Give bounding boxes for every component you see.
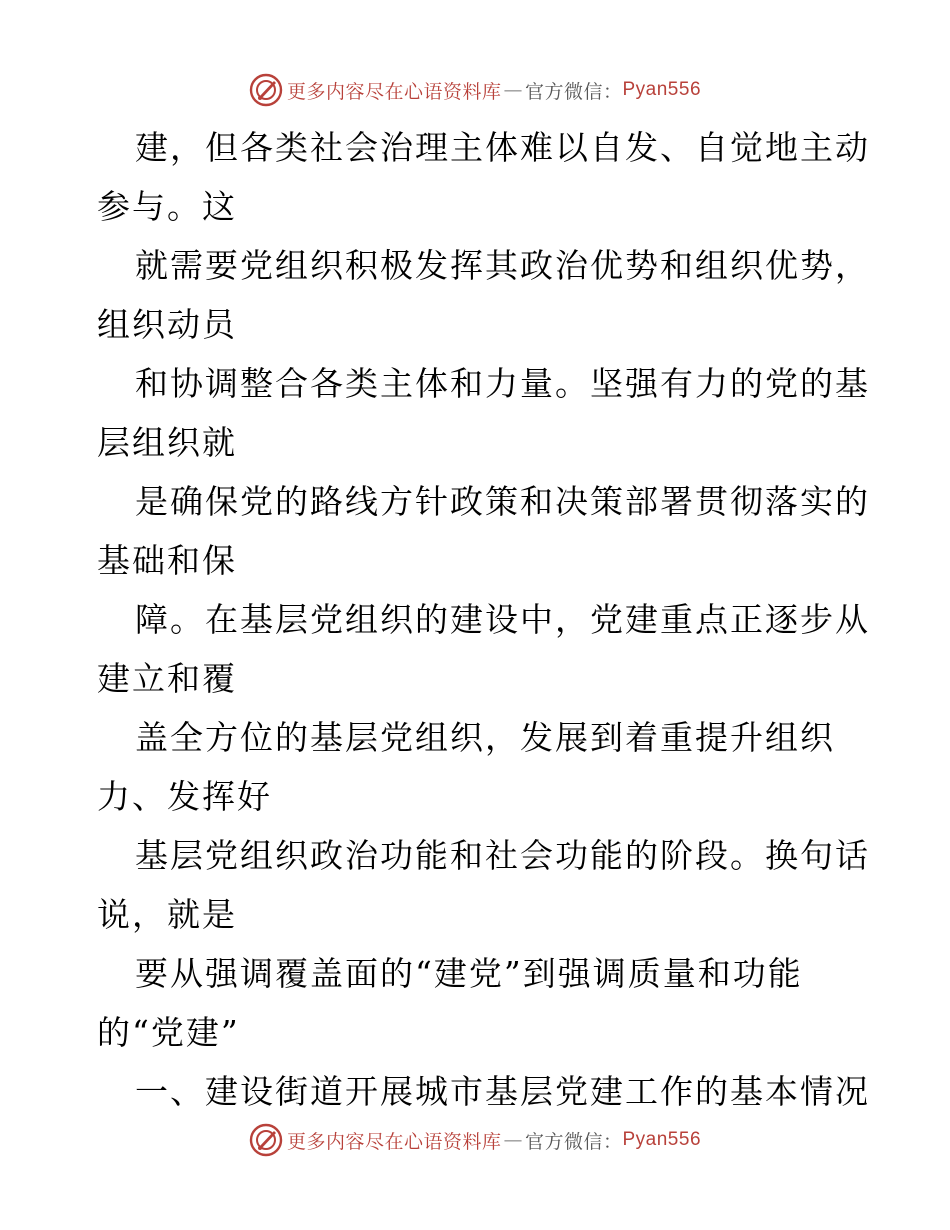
text-line: 就需要党组织积极发挥其政治优势和组织优势， [135,246,870,285]
watermark-wechat-id: Pyan556 [622,79,702,100]
text-line: 层组织就 [97,423,237,462]
watermark-text: 更多内容尽在心语资料库 [286,1130,502,1153]
text-line: 是确保党的路线方针政策和决策部署贯彻落实的 [135,482,870,521]
section-heading: 一、建设街道开展城市基层党建工作的基本情况 [135,1072,870,1111]
text-line: 盖全方位的基层党组织，发展到着重提升组织 [135,718,835,757]
text-line: 和协调整合各类主体和力量。坚强有力的党的基 [135,364,870,403]
logo-icon [249,73,283,107]
watermark-dash: — [503,1129,523,1151]
watermark-text: 更多内容尽在心语资料库 [286,80,502,103]
logo-icon [249,1123,283,1157]
text-line: 的“党建” [97,1013,240,1052]
text-line: 障。在基层党组织的建设中，党建重点正逐步从 [135,600,870,639]
text-line: 要从强调覆盖面的“建党”到强调质量和功能 [135,954,803,993]
watermark-wechat-label: 官方微信： [524,1130,623,1153]
watermark-footer [0,1120,950,1160]
watermark-dash: — [503,79,523,101]
text-line: 建立和覆 [97,659,237,698]
text-line: 基层党组织政治功能和社会功能的阶段。换句话 [135,836,870,875]
text-line: 说，就是 [97,895,237,934]
watermark-wechat-id: Pyan556 [622,1129,702,1150]
text-line: 建，但各类社会治理主体难以自发、自觉地主动 [135,128,870,167]
text-line: 组织动员 [97,305,237,344]
text-line: 力、发挥好 [97,777,272,816]
text-line: 参与。这 [97,187,237,226]
document-body [97,118,870,1121]
text-line: 基础和保 [97,541,237,580]
watermark-header [0,70,950,110]
watermark-wechat-label: 官方微信： [524,80,623,103]
